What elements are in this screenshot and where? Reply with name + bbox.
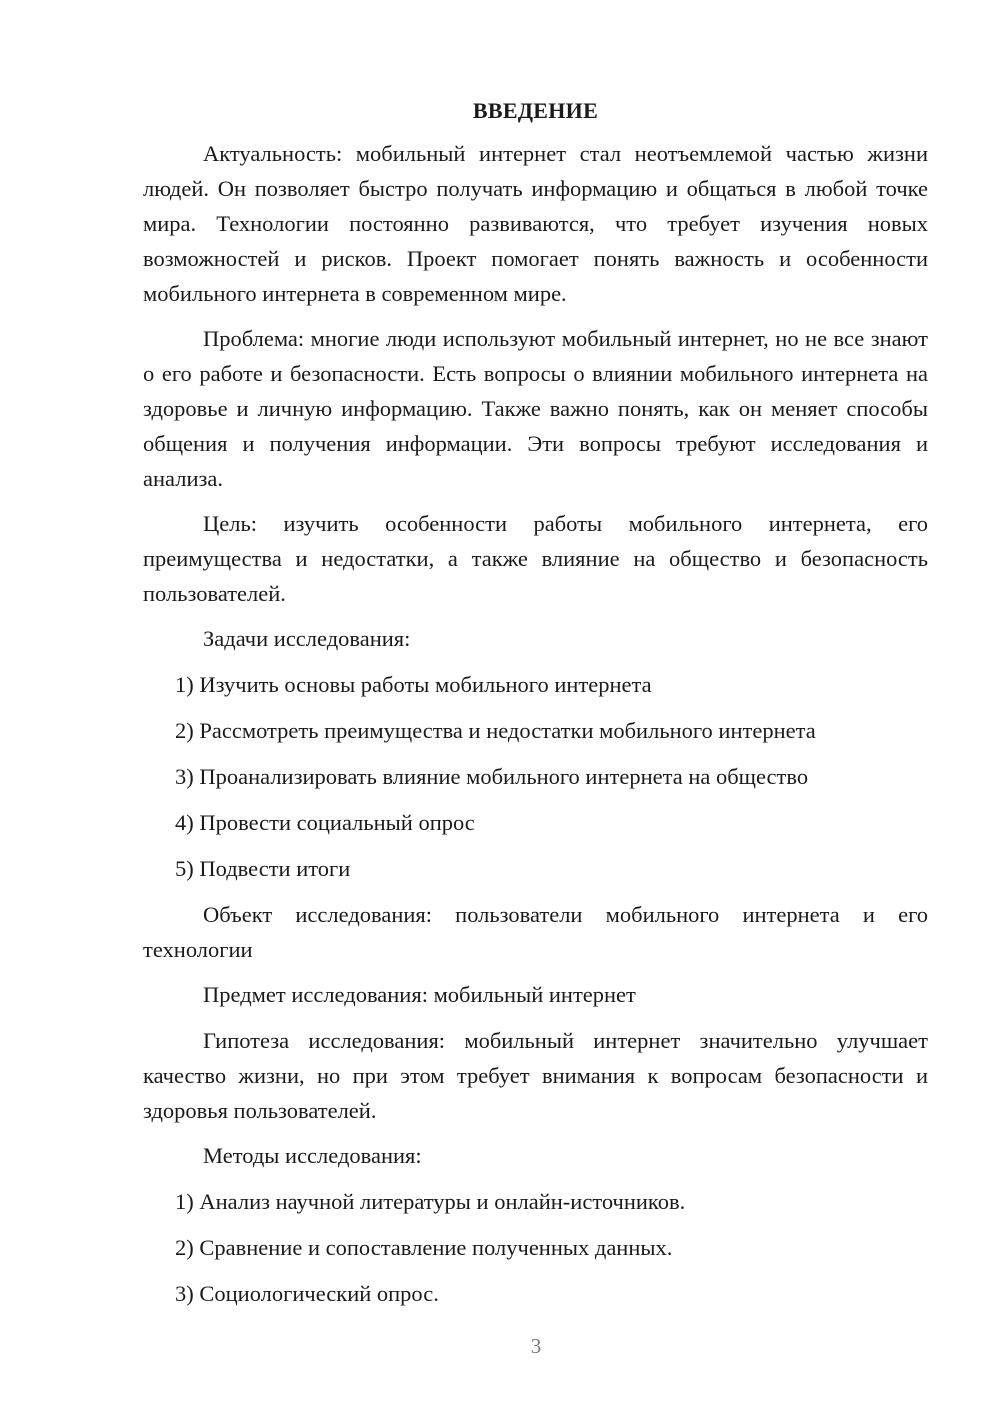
page-number: 3 <box>530 1334 542 1358</box>
task-item-4: 4) Провести социальный опрос <box>175 810 475 835</box>
task-item-2: 2) Рассмотреть преимущества и недостатки мобильного интернета <box>175 718 816 743</box>
task-item-3: 3) Проанализировать влияние мобильного интернета на общество <box>175 764 809 789</box>
goal-paragraph: Цель: изучить особенности работы мобильного интернета, его преимущества и недостатки, а также влияние на общество и безопасность пользователей. <box>143 511 928 606</box>
relevance-paragraph: Актуальность: мобильный интернет стал неотъемлемой частью жизни людей. Он позволяет быстро получать информацию и общаться в любой точке мира. Технологии постоянно развиваются, что требует изучения новых возможностей и рисков. Проект помогает понять важность и особенности мобильного интернета в современном мире. <box>143 141 928 306</box>
task-item-5: 5) Подвести итоги <box>175 856 351 881</box>
subject-paragraph: Предмет исследования: мобильный интернет <box>203 982 636 1007</box>
method-item-3: 3) Социологический опрос. <box>175 1281 439 1306</box>
problem-paragraph: Проблема: многие люди используют мобильный интернет, но не все знают о его работе и безопасности. Есть вопросы о влиянии мобильного интернета на здоровье и личную информацию. Также важно понять, как он меняет способы общения и получения информации. Эти вопросы требуют исследования и анализа. <box>143 326 928 491</box>
method-item-1: 1) Анализ научной литературы и онлайн-источников. <box>175 1189 686 1214</box>
methods-list <box>143 1184 928 1311</box>
object-paragraph: Объект исследования: пользователи мобильного интернета и его технологии <box>143 902 928 962</box>
method-item-2: 2) Сравнение и сопоставление полученных данных. <box>175 1235 673 1260</box>
page-content <box>143 96 928 1322</box>
hypothesis-paragraph: Гипотеза исследования: мобильный интернет значительно улучшает качество жизни, но при этом требует внимания к вопросам безопасности и здоровья пользователей. <box>143 1028 928 1123</box>
section-heading: ВВЕДЕНИЕ <box>472 98 599 123</box>
methods-title: Методы исследования: <box>203 1143 422 1168</box>
tasks-title: Задачи исследования: <box>203 626 411 651</box>
task-item-1: 1) Изучить основы работы мобильного интернета <box>175 672 652 697</box>
tasks-list <box>143 667 928 886</box>
